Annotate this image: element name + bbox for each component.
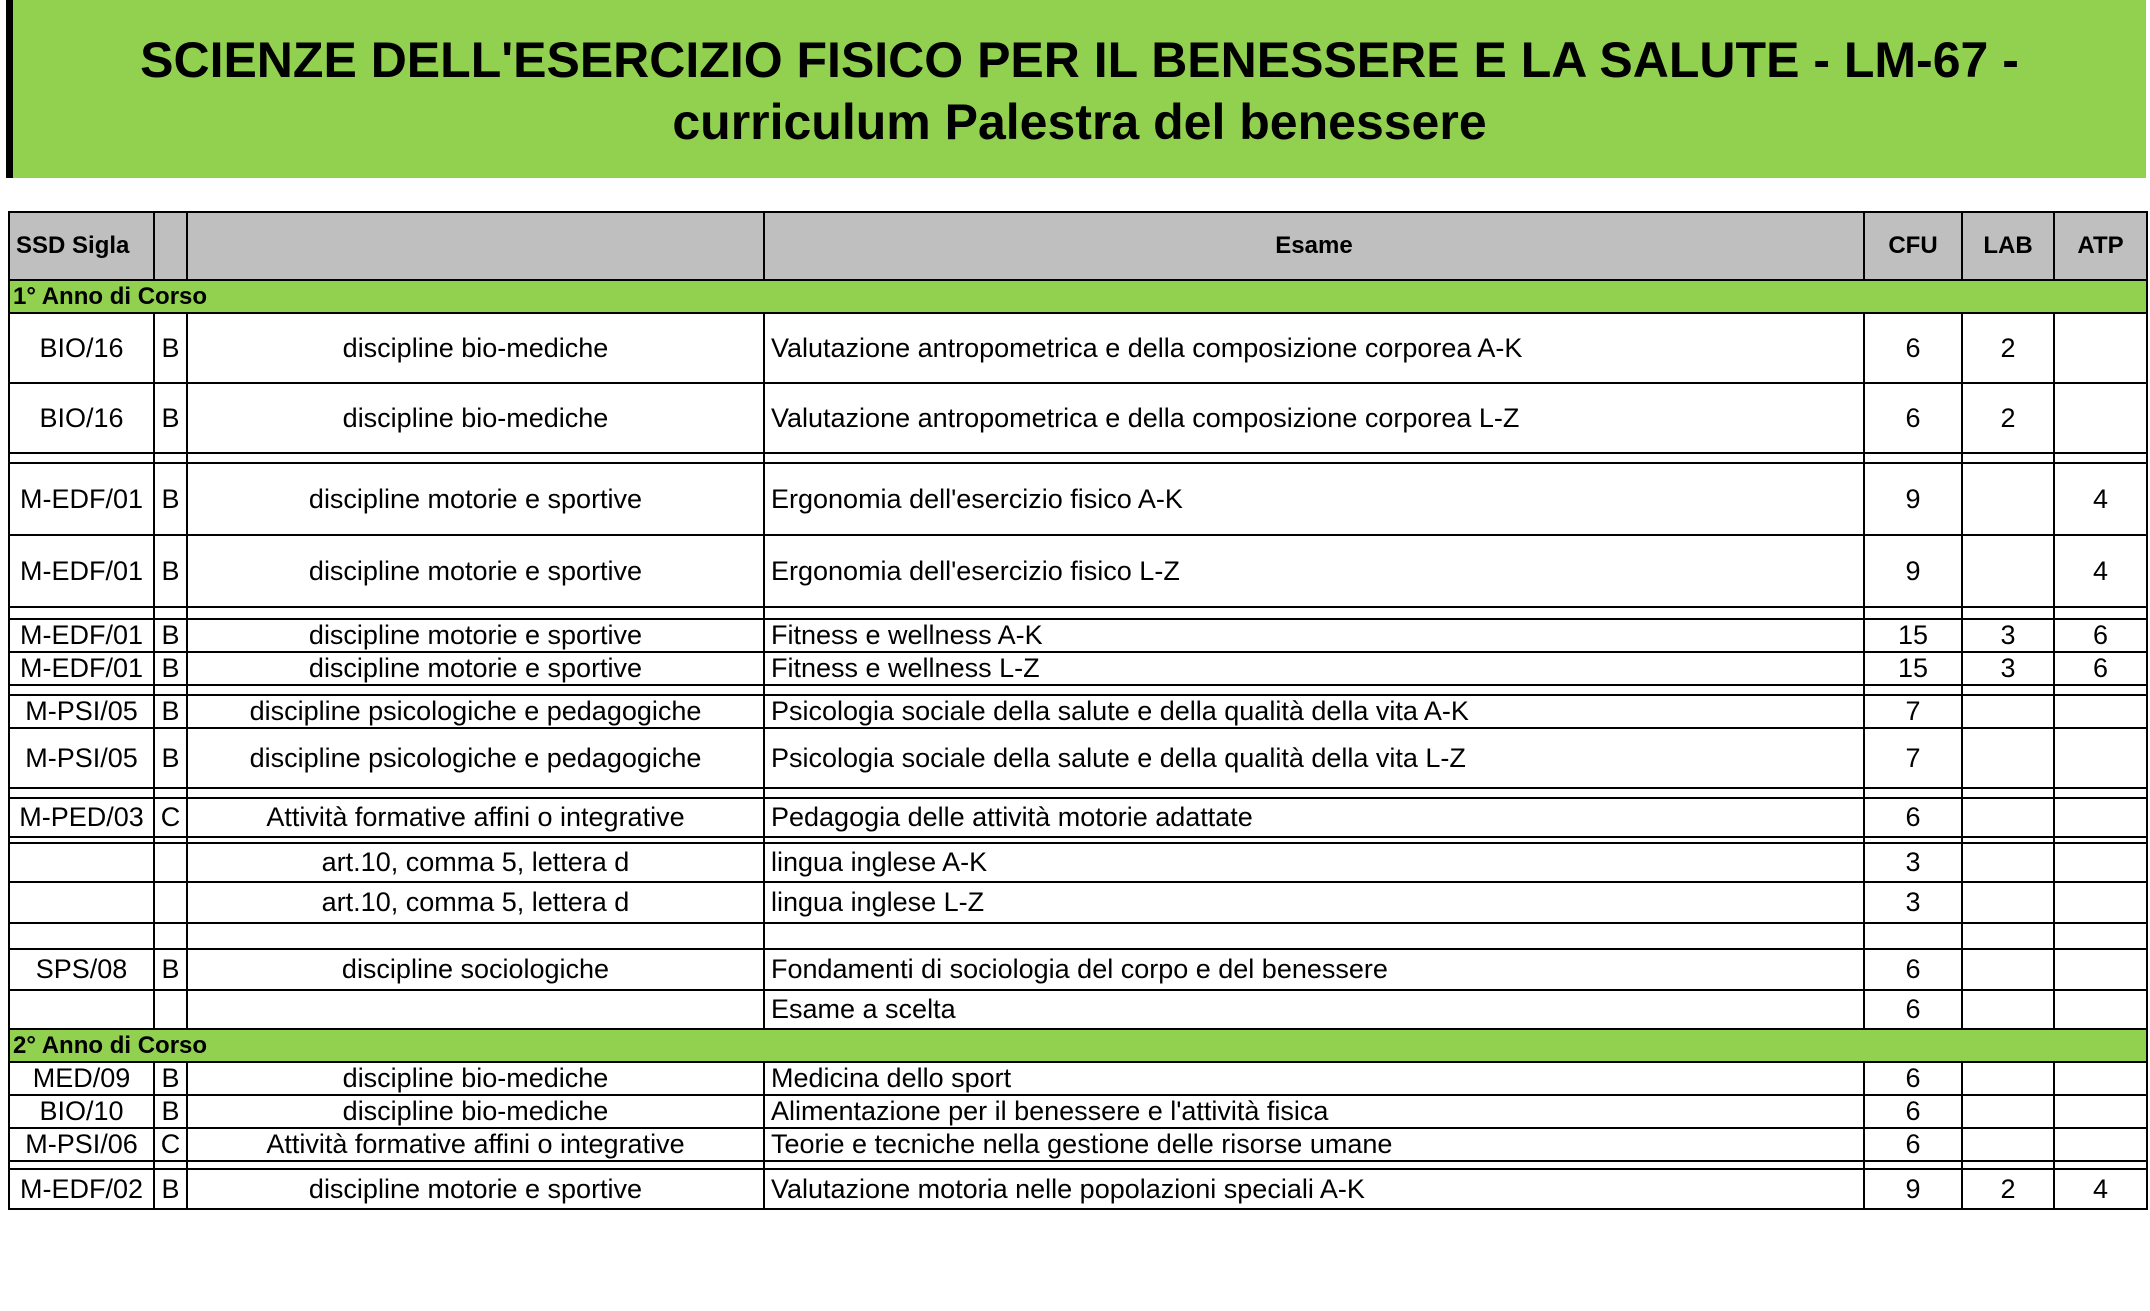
cell-lab bbox=[1962, 949, 2054, 990]
header-lab: LAB bbox=[1962, 212, 2054, 280]
cell-esame: Medicina dello sport bbox=[764, 1062, 1864, 1095]
cell-atp bbox=[2054, 1062, 2147, 1095]
table-row bbox=[9, 843, 2147, 882]
cell-ssd: MED/09 bbox=[9, 1062, 154, 1095]
separator-cell bbox=[1864, 607, 1962, 619]
separator-cell bbox=[1962, 1161, 2054, 1169]
cell-lab bbox=[1962, 882, 2054, 923]
cell-atp bbox=[2054, 882, 2147, 923]
cell-tipo: B bbox=[154, 535, 187, 607]
cell-ssd: BIO/16 bbox=[9, 383, 154, 453]
header-cfu: CFU bbox=[1864, 212, 1962, 280]
separator-cell bbox=[154, 685, 187, 695]
cell-esame: Valutazione antropometrica e della composizione corporea A-K bbox=[764, 313, 1864, 383]
cell-esame: Fitness e wellness A-K bbox=[764, 619, 1864, 652]
cell-tipo: B bbox=[154, 1095, 187, 1128]
separator-cell bbox=[764, 607, 1864, 619]
table-row bbox=[9, 882, 2147, 923]
header-row bbox=[9, 212, 2147, 280]
cell-lab: 2 bbox=[1962, 313, 2054, 383]
separator-cell bbox=[1864, 1161, 1962, 1169]
separator-cell bbox=[187, 1161, 764, 1169]
cell-atp bbox=[2054, 695, 2147, 728]
cell-cfu: 9 bbox=[1864, 1169, 1962, 1209]
cell-cfu: 7 bbox=[1864, 695, 1962, 728]
separator-cell bbox=[2054, 1161, 2147, 1169]
separator-row bbox=[9, 788, 2147, 798]
cell-ssd: M-PSI/05 bbox=[9, 695, 154, 728]
separator-cell bbox=[2054, 607, 2147, 619]
cell-cfu: 6 bbox=[1864, 1062, 1962, 1095]
cell-ambito: discipline psicologiche e pedagogiche bbox=[187, 695, 764, 728]
separator-cell bbox=[187, 453, 764, 463]
title-line-1: SCIENZE DELL'ESERCIZIO FISICO PER IL BENESSERE E LA SALUTE - LM-67 - bbox=[140, 32, 2019, 88]
separator-cell bbox=[9, 1161, 154, 1169]
cell-esame: Ergonomia dell'esercizio fisico L-Z bbox=[764, 535, 1864, 607]
separator-cell bbox=[154, 923, 187, 949]
cell-esame: Valutazione antropometrica e della composizione corporea L-Z bbox=[764, 383, 1864, 453]
title-line-2: curriculum Palestra del benessere bbox=[672, 94, 1487, 150]
table-row bbox=[9, 652, 2147, 685]
header-tipo bbox=[154, 212, 187, 280]
cell-atp bbox=[2054, 383, 2147, 453]
cell-lab bbox=[1962, 798, 2054, 837]
cell-ambito: discipline psicologiche e pedagogiche bbox=[187, 728, 764, 788]
cell-atp bbox=[2054, 798, 2147, 837]
cell-lab: 2 bbox=[1962, 1169, 2054, 1209]
cell-esame: Ergonomia dell'esercizio fisico A-K bbox=[764, 463, 1864, 535]
separator-cell bbox=[764, 685, 1864, 695]
cell-cfu: 15 bbox=[1864, 652, 1962, 685]
cell-cfu: 6 bbox=[1864, 949, 1962, 990]
separator-cell bbox=[9, 607, 154, 619]
cell-cfu: 9 bbox=[1864, 463, 1962, 535]
separator-cell bbox=[2054, 453, 2147, 463]
table-row bbox=[9, 313, 2147, 383]
table-row bbox=[9, 1095, 2147, 1128]
cell-cfu: 3 bbox=[1864, 882, 1962, 923]
separator-cell bbox=[154, 453, 187, 463]
cell-ambito: discipline motorie e sportive bbox=[187, 652, 764, 685]
cell-lab: 3 bbox=[1962, 652, 2054, 685]
separator-cell bbox=[187, 788, 764, 798]
cell-ssd bbox=[9, 843, 154, 882]
cell-ambito: discipline sociologiche bbox=[187, 949, 764, 990]
separator-cell bbox=[9, 453, 154, 463]
cell-ssd bbox=[9, 882, 154, 923]
cell-lab bbox=[1962, 463, 2054, 535]
cell-tipo bbox=[154, 990, 187, 1029]
cell-esame: Teorie e tecniche nella gestione delle risorse umane bbox=[764, 1128, 1864, 1161]
cell-tipo bbox=[154, 882, 187, 923]
cell-ambito: discipline bio-mediche bbox=[187, 1062, 764, 1095]
cell-cfu: 15 bbox=[1864, 619, 1962, 652]
cell-ambito: discipline bio-mediche bbox=[187, 383, 764, 453]
separator-cell bbox=[2054, 923, 2147, 949]
cell-ssd: M-EDF/02 bbox=[9, 1169, 154, 1209]
cell-ssd bbox=[9, 990, 154, 1029]
header-atp: ATP bbox=[2054, 212, 2147, 280]
cell-ambito: discipline bio-mediche bbox=[187, 313, 764, 383]
separator-cell bbox=[154, 788, 187, 798]
cell-lab bbox=[1962, 1128, 2054, 1161]
separator-cell bbox=[1864, 923, 1962, 949]
separator-cell bbox=[187, 685, 764, 695]
cell-ssd: M-EDF/01 bbox=[9, 652, 154, 685]
cell-cfu: 3 bbox=[1864, 843, 1962, 882]
cell-tipo: B bbox=[154, 463, 187, 535]
cell-tipo: B bbox=[154, 1169, 187, 1209]
cell-lab bbox=[1962, 1095, 2054, 1128]
separator-cell bbox=[9, 923, 154, 949]
cell-cfu: 6 bbox=[1864, 313, 1962, 383]
cell-cfu: 6 bbox=[1864, 383, 1962, 453]
cell-atp: 6 bbox=[2054, 619, 2147, 652]
separator-row bbox=[9, 453, 2147, 463]
cell-lab bbox=[1962, 990, 2054, 1029]
header-ambito bbox=[187, 212, 764, 280]
cell-atp: 6 bbox=[2054, 652, 2147, 685]
cell-tipo: C bbox=[154, 1128, 187, 1161]
cell-atp: 4 bbox=[2054, 463, 2147, 535]
cell-tipo: B bbox=[154, 695, 187, 728]
separator-cell bbox=[187, 607, 764, 619]
cell-ambito: discipline motorie e sportive bbox=[187, 619, 764, 652]
cell-esame: Pedagogia delle attività motorie adattate bbox=[764, 798, 1864, 837]
cell-ssd: M-EDF/01 bbox=[9, 535, 154, 607]
section-label: 2° Anno di Corso bbox=[9, 1029, 2147, 1062]
cell-esame: Fitness e wellness L-Z bbox=[764, 652, 1864, 685]
cell-atp: 4 bbox=[2054, 535, 2147, 607]
separator-cell bbox=[2054, 788, 2147, 798]
separator-cell bbox=[2054, 685, 2147, 695]
cell-ambito: Attività formative affini o integrative bbox=[187, 1128, 764, 1161]
cell-lab bbox=[1962, 695, 2054, 728]
cell-ambito: discipline bio-mediche bbox=[187, 1095, 764, 1128]
table-row bbox=[9, 990, 2147, 1029]
separator-row bbox=[9, 607, 2147, 619]
cell-tipo: B bbox=[154, 619, 187, 652]
cell-cfu: 6 bbox=[1864, 990, 1962, 1029]
cell-esame: Esame a scelta bbox=[764, 990, 1864, 1029]
cell-atp bbox=[2054, 728, 2147, 788]
cell-cfu: 6 bbox=[1864, 1128, 1962, 1161]
cell-esame: Alimentazione per il benessere e l'attività fisica bbox=[764, 1095, 1864, 1128]
cell-tipo: B bbox=[154, 313, 187, 383]
cell-ambito bbox=[187, 990, 764, 1029]
separator-cell bbox=[154, 1161, 187, 1169]
separator-cell bbox=[1864, 685, 1962, 695]
table-row bbox=[9, 728, 2147, 788]
table-row bbox=[9, 1062, 2147, 1095]
cell-ssd: M-PED/03 bbox=[9, 798, 154, 837]
cell-lab bbox=[1962, 1062, 2054, 1095]
cell-esame: lingua inglese L-Z bbox=[764, 882, 1864, 923]
cell-ssd: SPS/08 bbox=[9, 949, 154, 990]
separator-cell bbox=[764, 923, 1864, 949]
cell-lab bbox=[1962, 843, 2054, 882]
separator-row bbox=[9, 685, 2147, 695]
cell-cfu: 6 bbox=[1864, 798, 1962, 837]
table-row bbox=[9, 1128, 2147, 1161]
cell-esame: Psicologia sociale della salute e della qualità della vita L-Z bbox=[764, 728, 1864, 788]
cell-atp bbox=[2054, 949, 2147, 990]
cell-ssd: BIO/16 bbox=[9, 313, 154, 383]
cell-esame: Psicologia sociale della salute e della qualità della vita A-K bbox=[764, 695, 1864, 728]
separator-cell bbox=[1962, 685, 2054, 695]
cell-lab bbox=[1962, 535, 2054, 607]
separator-cell bbox=[764, 1161, 1864, 1169]
cell-ambito: Attività formative affini o integrative bbox=[187, 798, 764, 837]
cell-cfu: 9 bbox=[1864, 535, 1962, 607]
table-row bbox=[9, 798, 2147, 837]
cell-lab: 3 bbox=[1962, 619, 2054, 652]
separator-cell bbox=[1864, 788, 1962, 798]
section-row bbox=[9, 280, 2147, 313]
separator-cell bbox=[1864, 453, 1962, 463]
table-row bbox=[9, 535, 2147, 607]
header-ssd: SSD Sigla bbox=[9, 212, 154, 280]
cell-esame: Fondamenti di sociologia del corpo e del benessere bbox=[764, 949, 1864, 990]
section-label: 1° Anno di Corso bbox=[9, 280, 2147, 313]
cell-tipo: B bbox=[154, 1062, 187, 1095]
cell-tipo: B bbox=[154, 949, 187, 990]
cell-ssd: BIO/10 bbox=[9, 1095, 154, 1128]
cell-ssd: M-EDF/01 bbox=[9, 463, 154, 535]
cell-ambito: art.10, comma 5, lettera d bbox=[187, 882, 764, 923]
table-row bbox=[9, 695, 2147, 728]
table-row bbox=[9, 949, 2147, 990]
separator-cell bbox=[154, 607, 187, 619]
separator-cell bbox=[187, 923, 764, 949]
cell-ssd: M-PSI/06 bbox=[9, 1128, 154, 1161]
exam-table bbox=[8, 211, 2148, 1210]
header-esame: Esame bbox=[764, 212, 1864, 280]
cell-atp bbox=[2054, 313, 2147, 383]
cell-tipo: C bbox=[154, 798, 187, 837]
table-row bbox=[9, 383, 2147, 453]
cell-atp: 4 bbox=[2054, 1169, 2147, 1209]
separator-cell bbox=[764, 453, 1864, 463]
table-row bbox=[9, 463, 2147, 535]
cell-ssd: M-EDF/01 bbox=[9, 619, 154, 652]
cell-ambito: discipline motorie e sportive bbox=[187, 1169, 764, 1209]
cell-lab bbox=[1962, 728, 2054, 788]
cell-tipo: B bbox=[154, 652, 187, 685]
cell-esame: lingua inglese A-K bbox=[764, 843, 1864, 882]
cell-cfu: 6 bbox=[1864, 1095, 1962, 1128]
separator-cell bbox=[1962, 788, 2054, 798]
table-row bbox=[9, 1169, 2147, 1209]
separator-row bbox=[9, 923, 2147, 949]
cell-lab: 2 bbox=[1962, 383, 2054, 453]
separator-cell bbox=[9, 685, 154, 695]
cell-ssd: M-PSI/05 bbox=[9, 728, 154, 788]
separator-cell bbox=[764, 788, 1864, 798]
cell-tipo: B bbox=[154, 383, 187, 453]
cell-esame: Valutazione motoria nelle popolazioni speciali A-K bbox=[764, 1169, 1864, 1209]
cell-atp bbox=[2054, 1128, 2147, 1161]
cell-ambito: discipline motorie e sportive bbox=[187, 535, 764, 607]
cell-atp bbox=[2054, 1095, 2147, 1128]
section-row bbox=[9, 1029, 2147, 1062]
cell-cfu: 7 bbox=[1864, 728, 1962, 788]
separator-cell bbox=[1962, 607, 2054, 619]
separator-cell bbox=[1962, 923, 2054, 949]
cell-atp bbox=[2054, 843, 2147, 882]
cell-ambito: discipline motorie e sportive bbox=[187, 463, 764, 535]
table-row bbox=[9, 619, 2147, 652]
cell-ambito: art.10, comma 5, lettera d bbox=[187, 843, 764, 882]
separator-row bbox=[9, 1161, 2147, 1169]
title-banner bbox=[6, 0, 2146, 178]
separator-cell bbox=[9, 788, 154, 798]
cell-tipo bbox=[154, 843, 187, 882]
separator-cell bbox=[1962, 453, 2054, 463]
cell-atp bbox=[2054, 990, 2147, 1029]
cell-tipo: B bbox=[154, 728, 187, 788]
